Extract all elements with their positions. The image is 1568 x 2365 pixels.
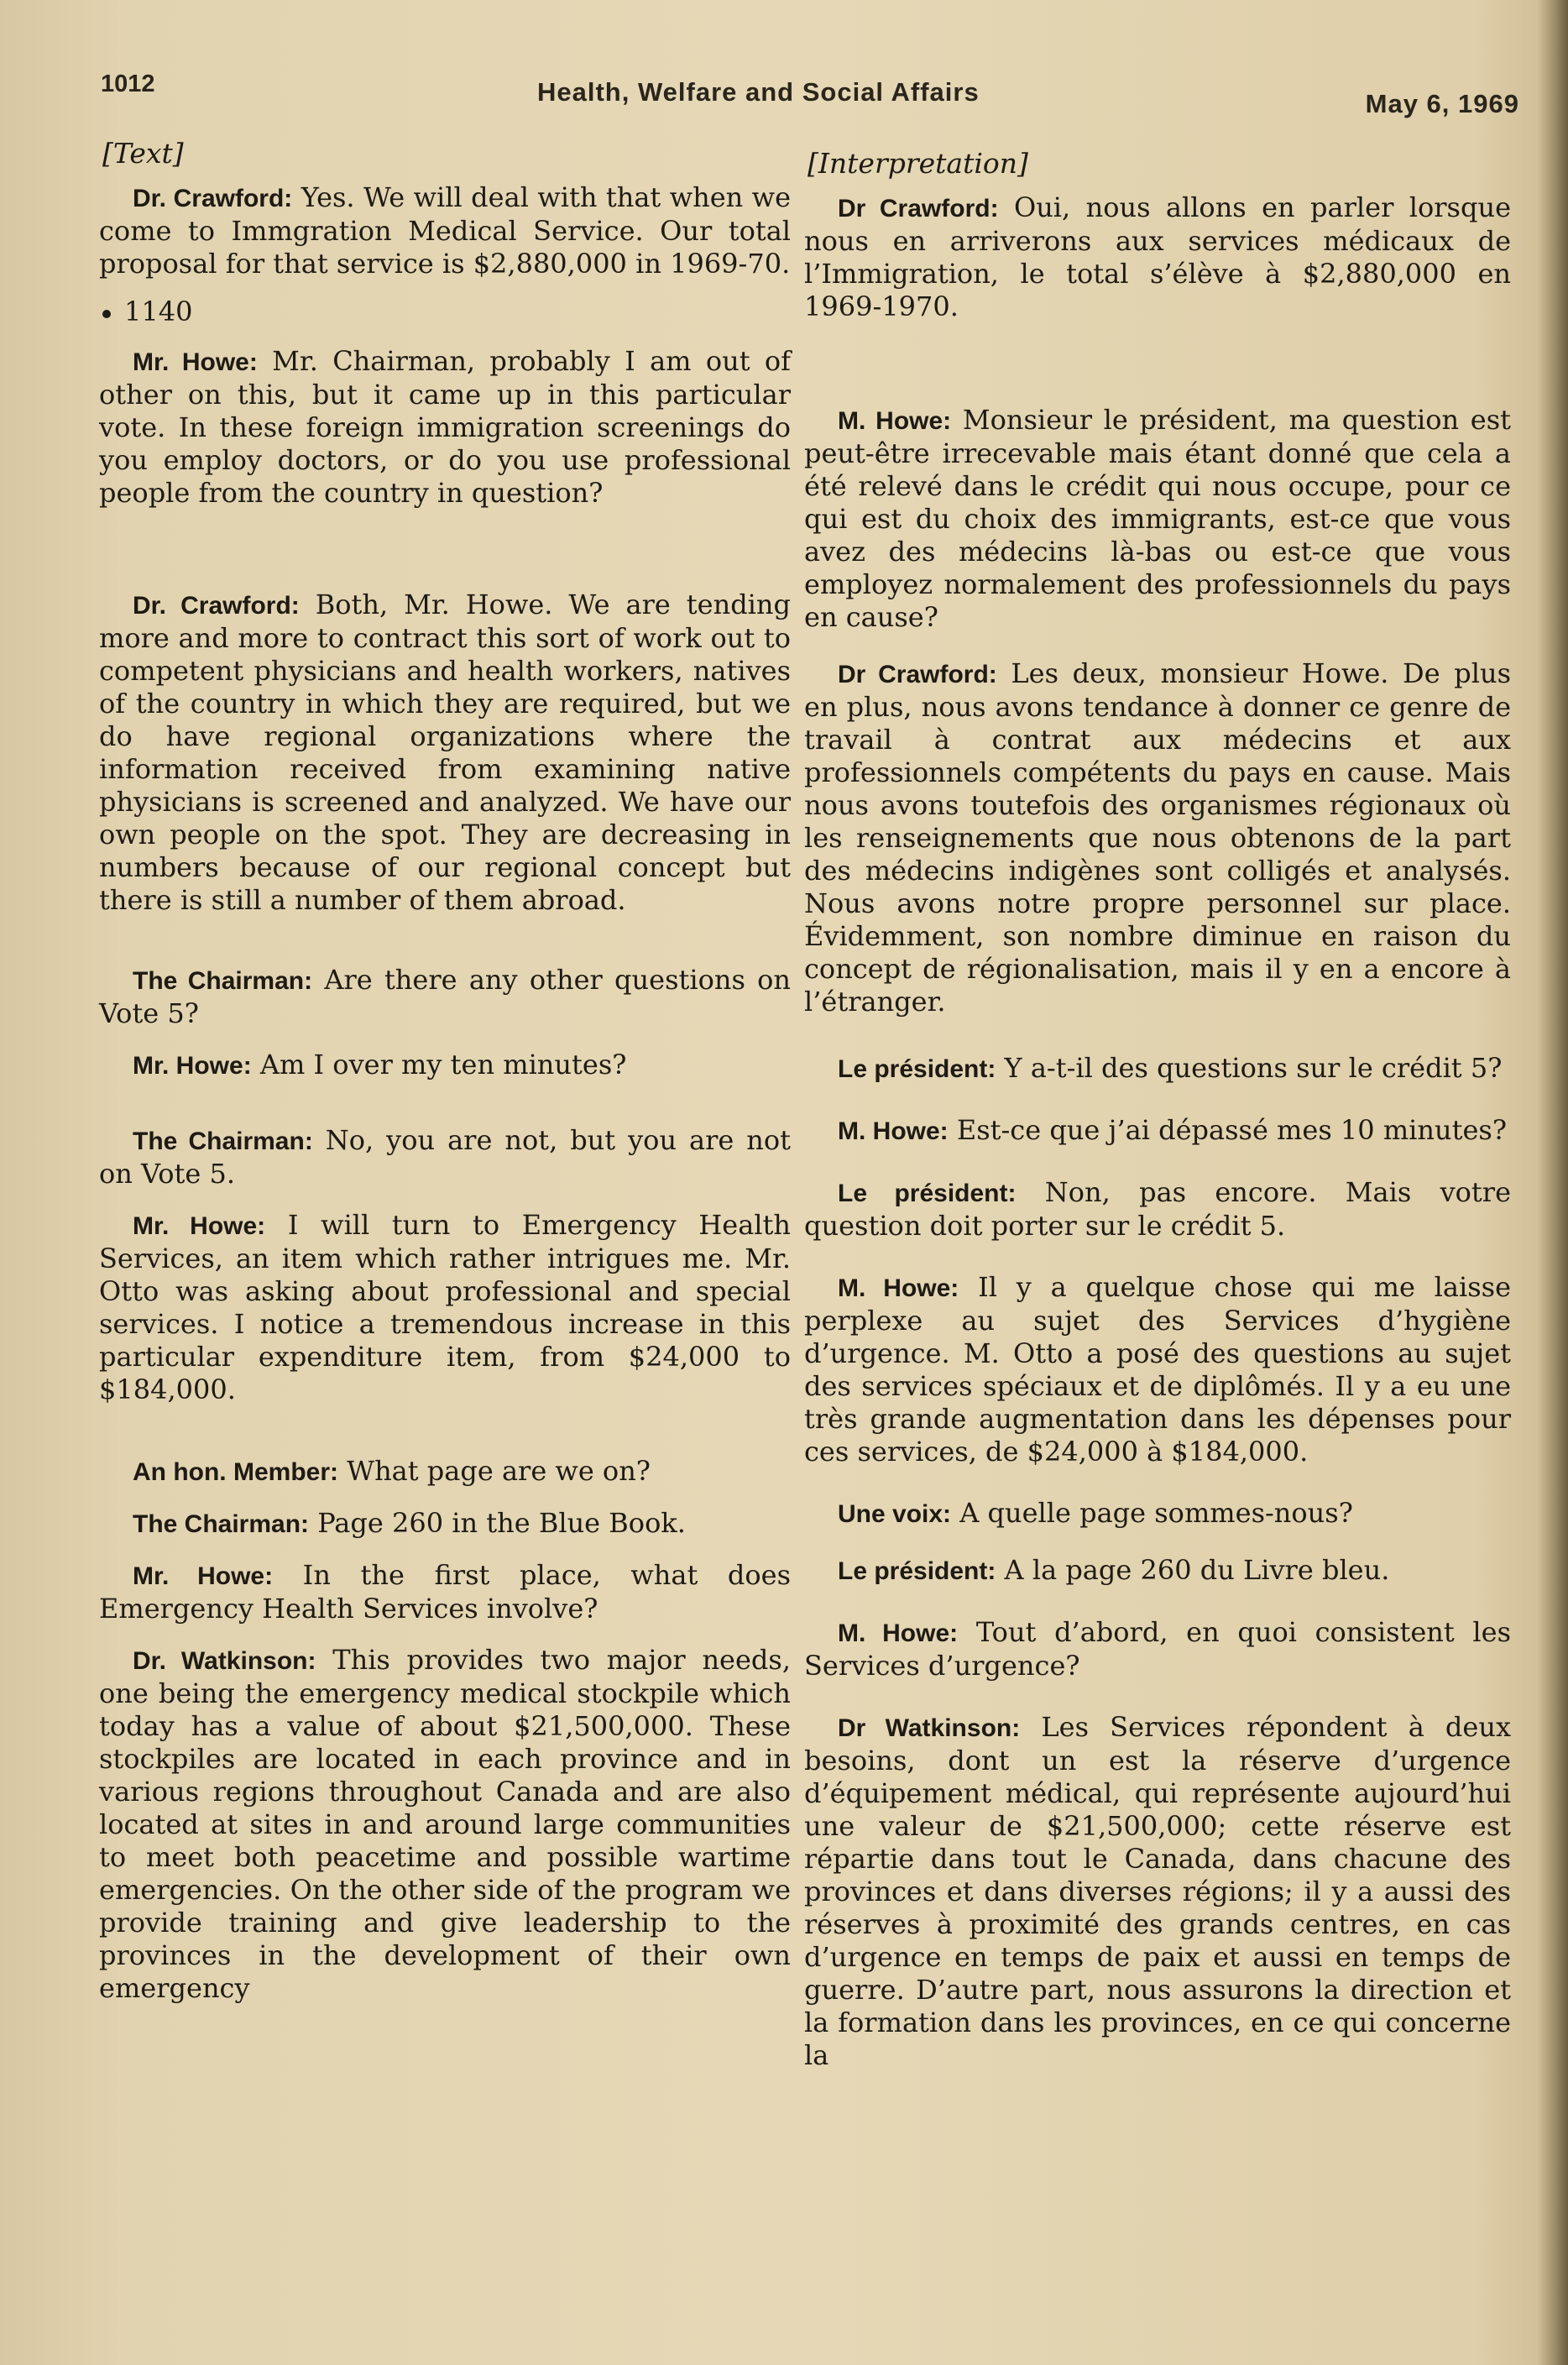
time-marker-value: 1140 xyxy=(124,296,193,327)
speaker-name: Dr Crawford: xyxy=(838,661,997,688)
speech-paragraph xyxy=(804,1052,1511,1086)
speech-paragraph xyxy=(804,191,1511,323)
speech-paragraph xyxy=(99,1124,791,1190)
speech-paragraph xyxy=(804,1497,1511,1530)
speech-paragraph xyxy=(804,1616,1511,1682)
speech-paragraph xyxy=(99,1559,791,1625)
speech-paragraph xyxy=(804,1114,1511,1148)
speech-text: Est-ce que j’ai dépassé mes 10 minutes? xyxy=(956,1114,1507,1146)
speaker-name: M. Howe: xyxy=(838,1619,959,1647)
speaker-name: Le président: xyxy=(838,1180,1017,1207)
speech-paragraph xyxy=(99,345,791,510)
column-tag: [Text] xyxy=(102,137,184,170)
speech-paragraph xyxy=(99,181,791,280)
speech-paragraph xyxy=(804,657,1511,1018)
time-marker xyxy=(99,296,791,328)
speech-paragraph xyxy=(804,1176,1511,1243)
speaker-name: M. Howe: xyxy=(838,1274,959,1302)
speaker-name: An hon. Member: xyxy=(133,1458,338,1486)
speech-paragraph xyxy=(99,589,791,917)
speaker-name: The Chairman: xyxy=(133,1128,313,1155)
speech-paragraph xyxy=(99,1049,791,1082)
speech-text: Non, pas encore. Mais votre question doit porter sur le crédit 5. xyxy=(804,1176,1511,1242)
speaker-name: M. Howe: xyxy=(838,407,952,435)
speaker-name: Dr Watkinson: xyxy=(838,1714,1021,1742)
bullet-icon xyxy=(102,310,111,318)
speech-text: Y a-t-il des questions sur le crédit 5? xyxy=(1004,1052,1503,1084)
speaker-name: Dr. Crawford: xyxy=(133,185,293,212)
speech-text: Am I over my ten minutes? xyxy=(259,1049,627,1080)
speech-paragraph xyxy=(99,964,791,1030)
speaker-name: Mr. Howe: xyxy=(133,348,258,376)
page-date: May 6, 1969 xyxy=(1365,89,1519,118)
speech-text: Les deux, monsieur Howe. De plus en plus, nous avons tendance à donner ce genre de travail à contrat aux médecins et aux professionnels compétents du pays en cause. Mais nous avons toutefois des organismes régionaux où les renseignements que nous obtenons de la part des médecins indigènes sont colligés et analysés. Nous avons notre propre personnel sur place. Évidemment, son nombre diminue en raison du concept de régionalisation, mais il y en a encore à l’étranger. xyxy=(804,657,1512,1018)
book-spine-shadow xyxy=(1538,0,1568,2365)
speaker-name: The Chairman: xyxy=(133,1510,310,1538)
speech-paragraph xyxy=(99,1644,791,2005)
speech-text: What page are we on? xyxy=(347,1455,651,1487)
speaker-name: M. Howe: xyxy=(838,1117,949,1145)
speaker-name: Mr. Howe: xyxy=(133,1562,274,1590)
speaker-name: Mr. Howe: xyxy=(133,1212,266,1240)
running-title: Health, Welfare and Social Affairs xyxy=(537,77,980,107)
speech-text: A la page 260 du Livre bleu. xyxy=(1004,1554,1390,1586)
speech-paragraph xyxy=(99,1209,791,1406)
speech-text: Monsieur le président, ma question est peut-être irrecevable mais étant donné que cela a été relevé dans le crédit qui nous occupe, pour ce qui est du choix des immigrants, est-ce que vous avez des médecins là-bas ou est-ce que vous employez normalement des professionnels du pays en cause? xyxy=(804,404,1512,633)
english-column xyxy=(99,138,791,2005)
page-number: 1012 xyxy=(101,71,155,97)
speech-text: Page 260 in the Blue Book. xyxy=(317,1507,686,1539)
speech-paragraph xyxy=(804,1711,1511,2072)
speaker-name: Dr. Watkinson: xyxy=(133,1647,316,1675)
french-column xyxy=(804,138,1511,2072)
speech-paragraph xyxy=(804,1271,1511,1468)
speech-text: I will turn to Emergency Health Services, an item which rather intrigues me. Mr. Otto was asking about professional and special services. I notice a tremendous increase in this particular expenditure item, from $24,000 to $184,000. xyxy=(99,1209,792,1405)
speech-text: Tout d’abord, en quoi consistent les Services d’urgence? xyxy=(804,1616,1511,1682)
speech-text: Yes. We will deal with that when we come to Immgration Medical Service. Our total proposal for that service is $2,880,000 in 1969-70. xyxy=(99,181,792,280)
speaker-name: Dr. Crawford: xyxy=(133,592,300,620)
speech-paragraph xyxy=(804,1554,1511,1588)
speech-text: Mr. Chairman, probably I am out of other on this, but it came up in this particular vote. In these foreign immigration screenings do you employ doctors, or do you use professional people from the country in question? xyxy=(99,345,792,509)
speaker-name: Mr. Howe: xyxy=(133,1052,252,1080)
speaker-name: Dr Crawford: xyxy=(838,195,999,222)
speaker-name: Une voix: xyxy=(838,1500,952,1528)
speaker-name: Le président: xyxy=(838,1055,996,1083)
speech-paragraph xyxy=(99,1507,791,1541)
speech-text: Are there any other questions on Vote 5? xyxy=(99,964,792,1029)
speech-text: Il y a quelque chose qui me laisse perplexe au sujet des Services d’hygiène d’urgence. M. Otto a posé des questions au sujet des services spéciaux et de diplômés. Il y a eu une très grande augmentation dans les dépenses pour ces services, de $24,000 à $184,000. xyxy=(804,1271,1512,1468)
speech-text: Both, Mr. Howe. We are tending more and more to contract this sort of work out to competent physicians and health workers, natives of the country in which they are required, but we do have regional organizations where the information received from examining native physicians is screened and analyzed. We have our own people on the spot. They are decreasing in numbers because of our regional concept but there is still a number of them abroad. xyxy=(99,589,792,916)
speech-text: A quelle page sommes-nous? xyxy=(959,1497,1353,1529)
column-tag: [Interpretation] xyxy=(808,147,1028,180)
speaker-name: Le président: xyxy=(838,1557,996,1585)
speaker-name: The Chairman: xyxy=(133,967,313,995)
speech-text: Oui, nous allons en parler lorsque nous en arriverons aux services médicaux de l’Immigration, le total s’élève à $2,880,000 en 1969-1970. xyxy=(804,191,1512,322)
speech-paragraph xyxy=(99,1455,791,1489)
speech-text: No, you are not, but you are not on Vote 5. xyxy=(99,1124,791,1190)
speech-text: Les Services répondent à deux besoins, dont un est la réserve d’urgence d’équipement médical, qui représente aujourd’hui une valeur de $21,500,000; cette réserve est répartie dans tout le Canada, dans chacune des provinces et dans diverses régions; il y a aussi des réserves à proximité des grands centres, en cas d’urgence en temps de paix et aussi en temps de guerre. D’autre part, nous assurons la direction et la formation dans les provinces, en ce qui concerne la xyxy=(804,1711,1511,2071)
speech-text: In the first place, what does Emergency Health Services involve? xyxy=(99,1559,792,1625)
speech-text: This provides two major needs, one being the emergency medical stockpile which today has a value of about $21,500,000. These stockpiles are located in each province and in various regions throughout Canada and are also located at sites in and around large communities to meet both peacetime and possible wartime emergencies. On the other side of the program we provide training and give leadership to the provinces in the development of their own emergency xyxy=(99,1644,792,2004)
page-header xyxy=(101,71,1519,121)
speech-paragraph xyxy=(804,404,1511,634)
